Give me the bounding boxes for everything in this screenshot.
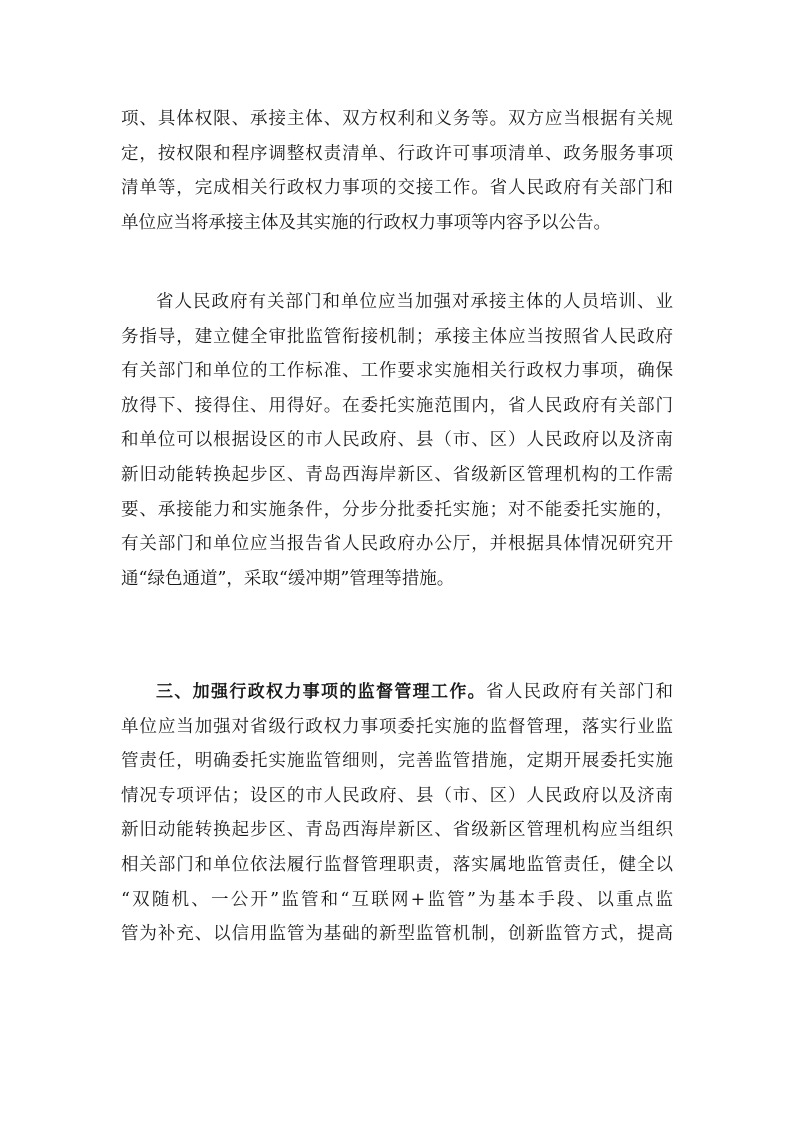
paragraph-line: 有关部门和单位的工作标准、工作要求实施相关行政权力事项，确保 — [121, 361, 673, 382]
paragraph-line: 相关部门和单位依法履行监督管理职责，落实属地监管责任，健全以 — [121, 854, 673, 875]
paragraph-1 — [121, 102, 673, 240]
paragraph-line: 放得下、接得住、用得好。在委托实施范围内，省人民政府有关部门 — [121, 395, 673, 416]
paragraph-line: 单位应当加强对省级行政权力事项委托实施的监督管理，落实行业监 — [121, 716, 673, 737]
paragraph-line: 要、承接能力和实施条件，分步分批委托实施；对不能委托实施的， — [121, 499, 673, 520]
paragraph-line: 务指导，建立健全审批监管衔接机制；承接主体应当按照省人民政府 — [121, 326, 673, 347]
paragraph-line: 新旧动能转换起步区、青岛西海岸新区、省级新区管理机构应当组织 — [121, 820, 673, 841]
paragraph-line: 有关部门和单位应当报告省人民政府办公厅，并根据具体情况研究开 — [121, 534, 673, 555]
paragraph-line: 和单位可以根据设区的市人民政府、县（市、区）人民政府以及济南 — [121, 430, 673, 451]
paragraph-line: 新旧动能转换起步区、青岛西海岸新区、省级新区管理机构的工作需 — [121, 464, 673, 485]
paragraph-line: 情况专项评估；设区的市人民政府、县（市、区）人民政府以及济南 — [121, 785, 673, 806]
paragraph-line: 省人民政府有关部门和单位应当加强对承接主体的人员培训、业 — [156, 292, 673, 312]
paragraph-3 — [121, 675, 673, 952]
paragraph-line-text: 省人民政府有关部门和 — [486, 682, 673, 702]
section-heading: 三、加强行政权力事项的监督管理工作。 — [156, 682, 486, 702]
paragraph-line: 项、具体权限、承接主体、双方权利和义务等。双方应当根据有关规 — [121, 109, 673, 129]
paragraph-line: 清单等，完成相关行政权力事项的交接工作。省人民政府有关部门和 — [121, 178, 673, 199]
paragraph-line: 通“绿色通道”，采取“缓冲期”管理等措施。 — [121, 568, 455, 589]
paragraph-line: 定，按权限和程序调整权责清单、行政许可事项清单、政务服务事项 — [121, 143, 673, 164]
paragraph-line: 管责任，明确委托实施监管细则，完善监管措施，定期开展委托实施 — [121, 751, 673, 772]
paragraph-first-line — [121, 675, 673, 710]
paragraph-line: “双随机、一公开”监管和“互联网+监管”为基本手段、以重点监 — [121, 889, 673, 910]
paragraph-line: 管为补充、以信用监管为基础的新型监管机制，创新监管方式，提高 — [121, 924, 673, 945]
paragraph-line: 单位应当将承接主体及其实施的行政权力事项等内容予以公告。 — [121, 212, 611, 233]
paragraph-2 — [121, 285, 673, 596]
